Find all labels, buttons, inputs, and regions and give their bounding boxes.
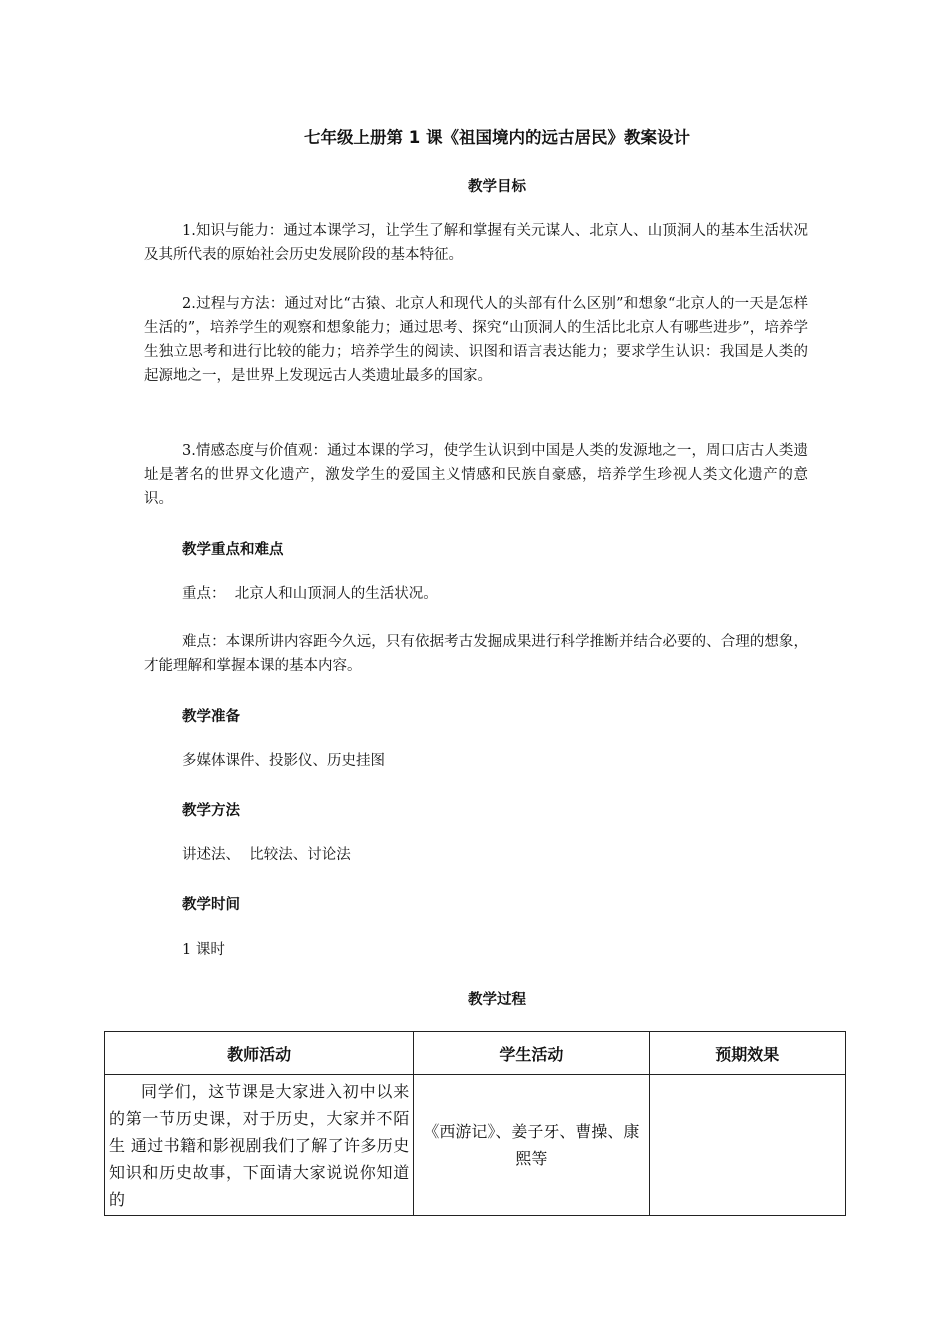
column-header-student: 学生活动 (414, 1032, 649, 1075)
method-text: 讲述法、 比较法、讨论法 (182, 847, 351, 863)
preparation-text: 多媒体课件、投影仪、历史挂图 (182, 753, 385, 769)
process-heading: 教学过程 (468, 992, 526, 1008)
preparation-heading: 教学准备 (182, 709, 240, 725)
column-header-teacher: 教师活动 (105, 1032, 414, 1075)
expected-effect-cell (649, 1075, 845, 1216)
key-points-heading: 教学重点和难点 (182, 542, 284, 558)
time-heading: 教学时间 (182, 897, 240, 913)
column-header-effect: 预期效果 (649, 1032, 845, 1075)
method-heading: 教学方法 (182, 803, 240, 819)
time-text: 1 课时 (182, 942, 225, 958)
objective-3: 3.情感态度与价值观：通过本课的学习，使学生认识到中国是人类的发源地之一，周口店古人类遗址是著名的世界文化遗产，激发学生的爱国主义情感和民族自豪感，培养学生珍视人类文化遗产的意识。 (144, 443, 808, 507)
objective-2: 2.过程与方法：通过对比“古猿、北京人和现代人的头部有什么区别”和想象“北京人的一天是怎样生活的”，培养学生的观察和想象能力；通过思考、探究“山顶洞人的生活比北京人有哪些进步”，培养学生独立思考和进行比较的能力；培养学生的阅读、识图和语言表达能力；要求学生认识：我国是人类的起源地之一，是世界上发现远古人类遗址最多的国家。 (144, 296, 808, 384)
table-header-row (105, 1032, 846, 1075)
document-title: 七年级上册第 1 课《祖国境内的远古居民》教案设计 (304, 128, 690, 147)
objective-1: 1.知识与能力：通过本课学习，让学生了解和掌握有关元谋人、北京人、山顶洞人的基本生活状况及其所代表的原始社会历史发展阶段的基本特征。 (144, 223, 808, 263)
difficulty: 难点：本课所讲内容距今久远，只有依据考古发掘成果进行科学推断并结合必要的、合理的想象，才能理解和掌握本课的基本内容。 (144, 634, 808, 674)
table-row (105, 1075, 846, 1216)
student-activity-cell: 《西游记》、姜子牙、曹操、康熙等 (414, 1075, 649, 1216)
process-table (104, 1031, 846, 1216)
key-point: 重点： 北京人和山顶洞人的生活状况。 (182, 586, 438, 602)
objectives-heading: 教学目标 (468, 179, 526, 195)
teacher-activity-cell: 同学们，这节课是大家进入初中以来的第一节历史课，对于历史，大家并不陌生 通过书籍和影视剧我们了解了许多历史知识和历史故事，下面请大家说说你知道的 (105, 1075, 414, 1216)
